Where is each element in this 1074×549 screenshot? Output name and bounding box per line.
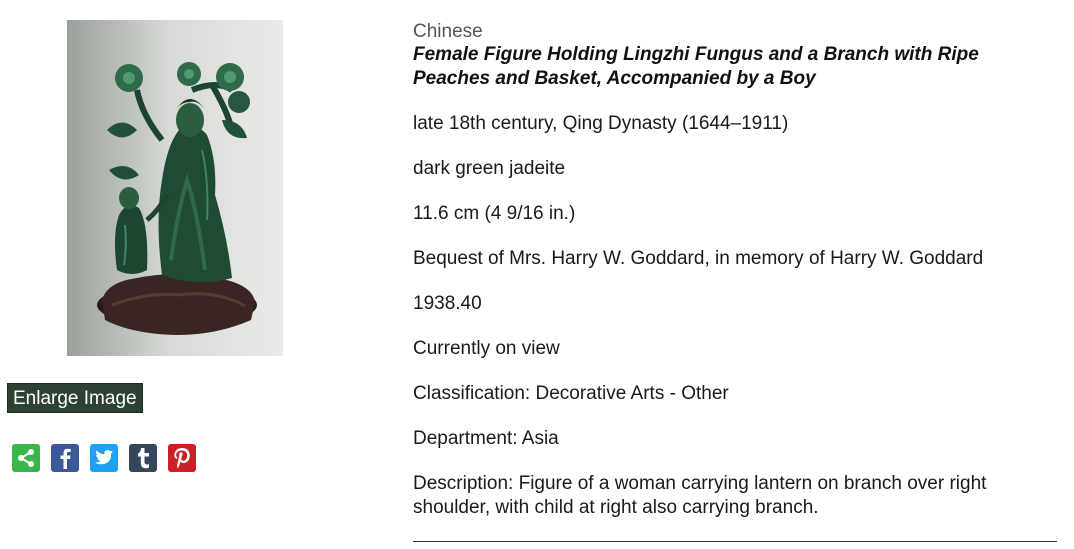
artwork-credit-line: Bequest of Mrs. Harry W. Goddard, in memory of Harry W. Goddard [413, 248, 984, 269]
artwork-details [413, 21, 1063, 520]
artwork-culture: Chinese [413, 21, 483, 42]
artwork-date: late 18th century, Qing Dynasty (1644–1911) [413, 113, 789, 134]
twitter-icon[interactable] [90, 444, 118, 472]
facebook-icon[interactable] [51, 444, 79, 472]
share-bar [12, 444, 196, 472]
artwork-title: Female Figure Holding Lingzhi Fungus and a Branch with Ripe Peaches and Basket, Accompanied by a Boy [413, 44, 979, 89]
section-divider [413, 541, 1057, 542]
share-icon[interactable] [12, 444, 40, 472]
enlarge-image-button[interactable]: Enlarge Image [7, 383, 143, 413]
artwork-image[interactable] [67, 20, 283, 356]
artwork-description: Description: Figure of a woman carrying lantern on branch over right shoulder, with child at right also carrying branch. [413, 473, 987, 518]
tumblr-icon[interactable] [129, 444, 157, 472]
artwork-dimensions: 11.6 cm (4 9/16 in.) [413, 203, 576, 224]
jade-figure-illustration [67, 20, 283, 356]
artwork-medium: dark green jadeite [413, 158, 566, 179]
artwork-classification: Classification: Decorative Arts - Other [413, 383, 729, 404]
artwork-status: Currently on view [413, 338, 560, 359]
artwork-accession-number: 1938.40 [413, 293, 482, 314]
artwork-department: Department: Asia [413, 428, 559, 449]
pinterest-icon[interactable] [168, 444, 196, 472]
